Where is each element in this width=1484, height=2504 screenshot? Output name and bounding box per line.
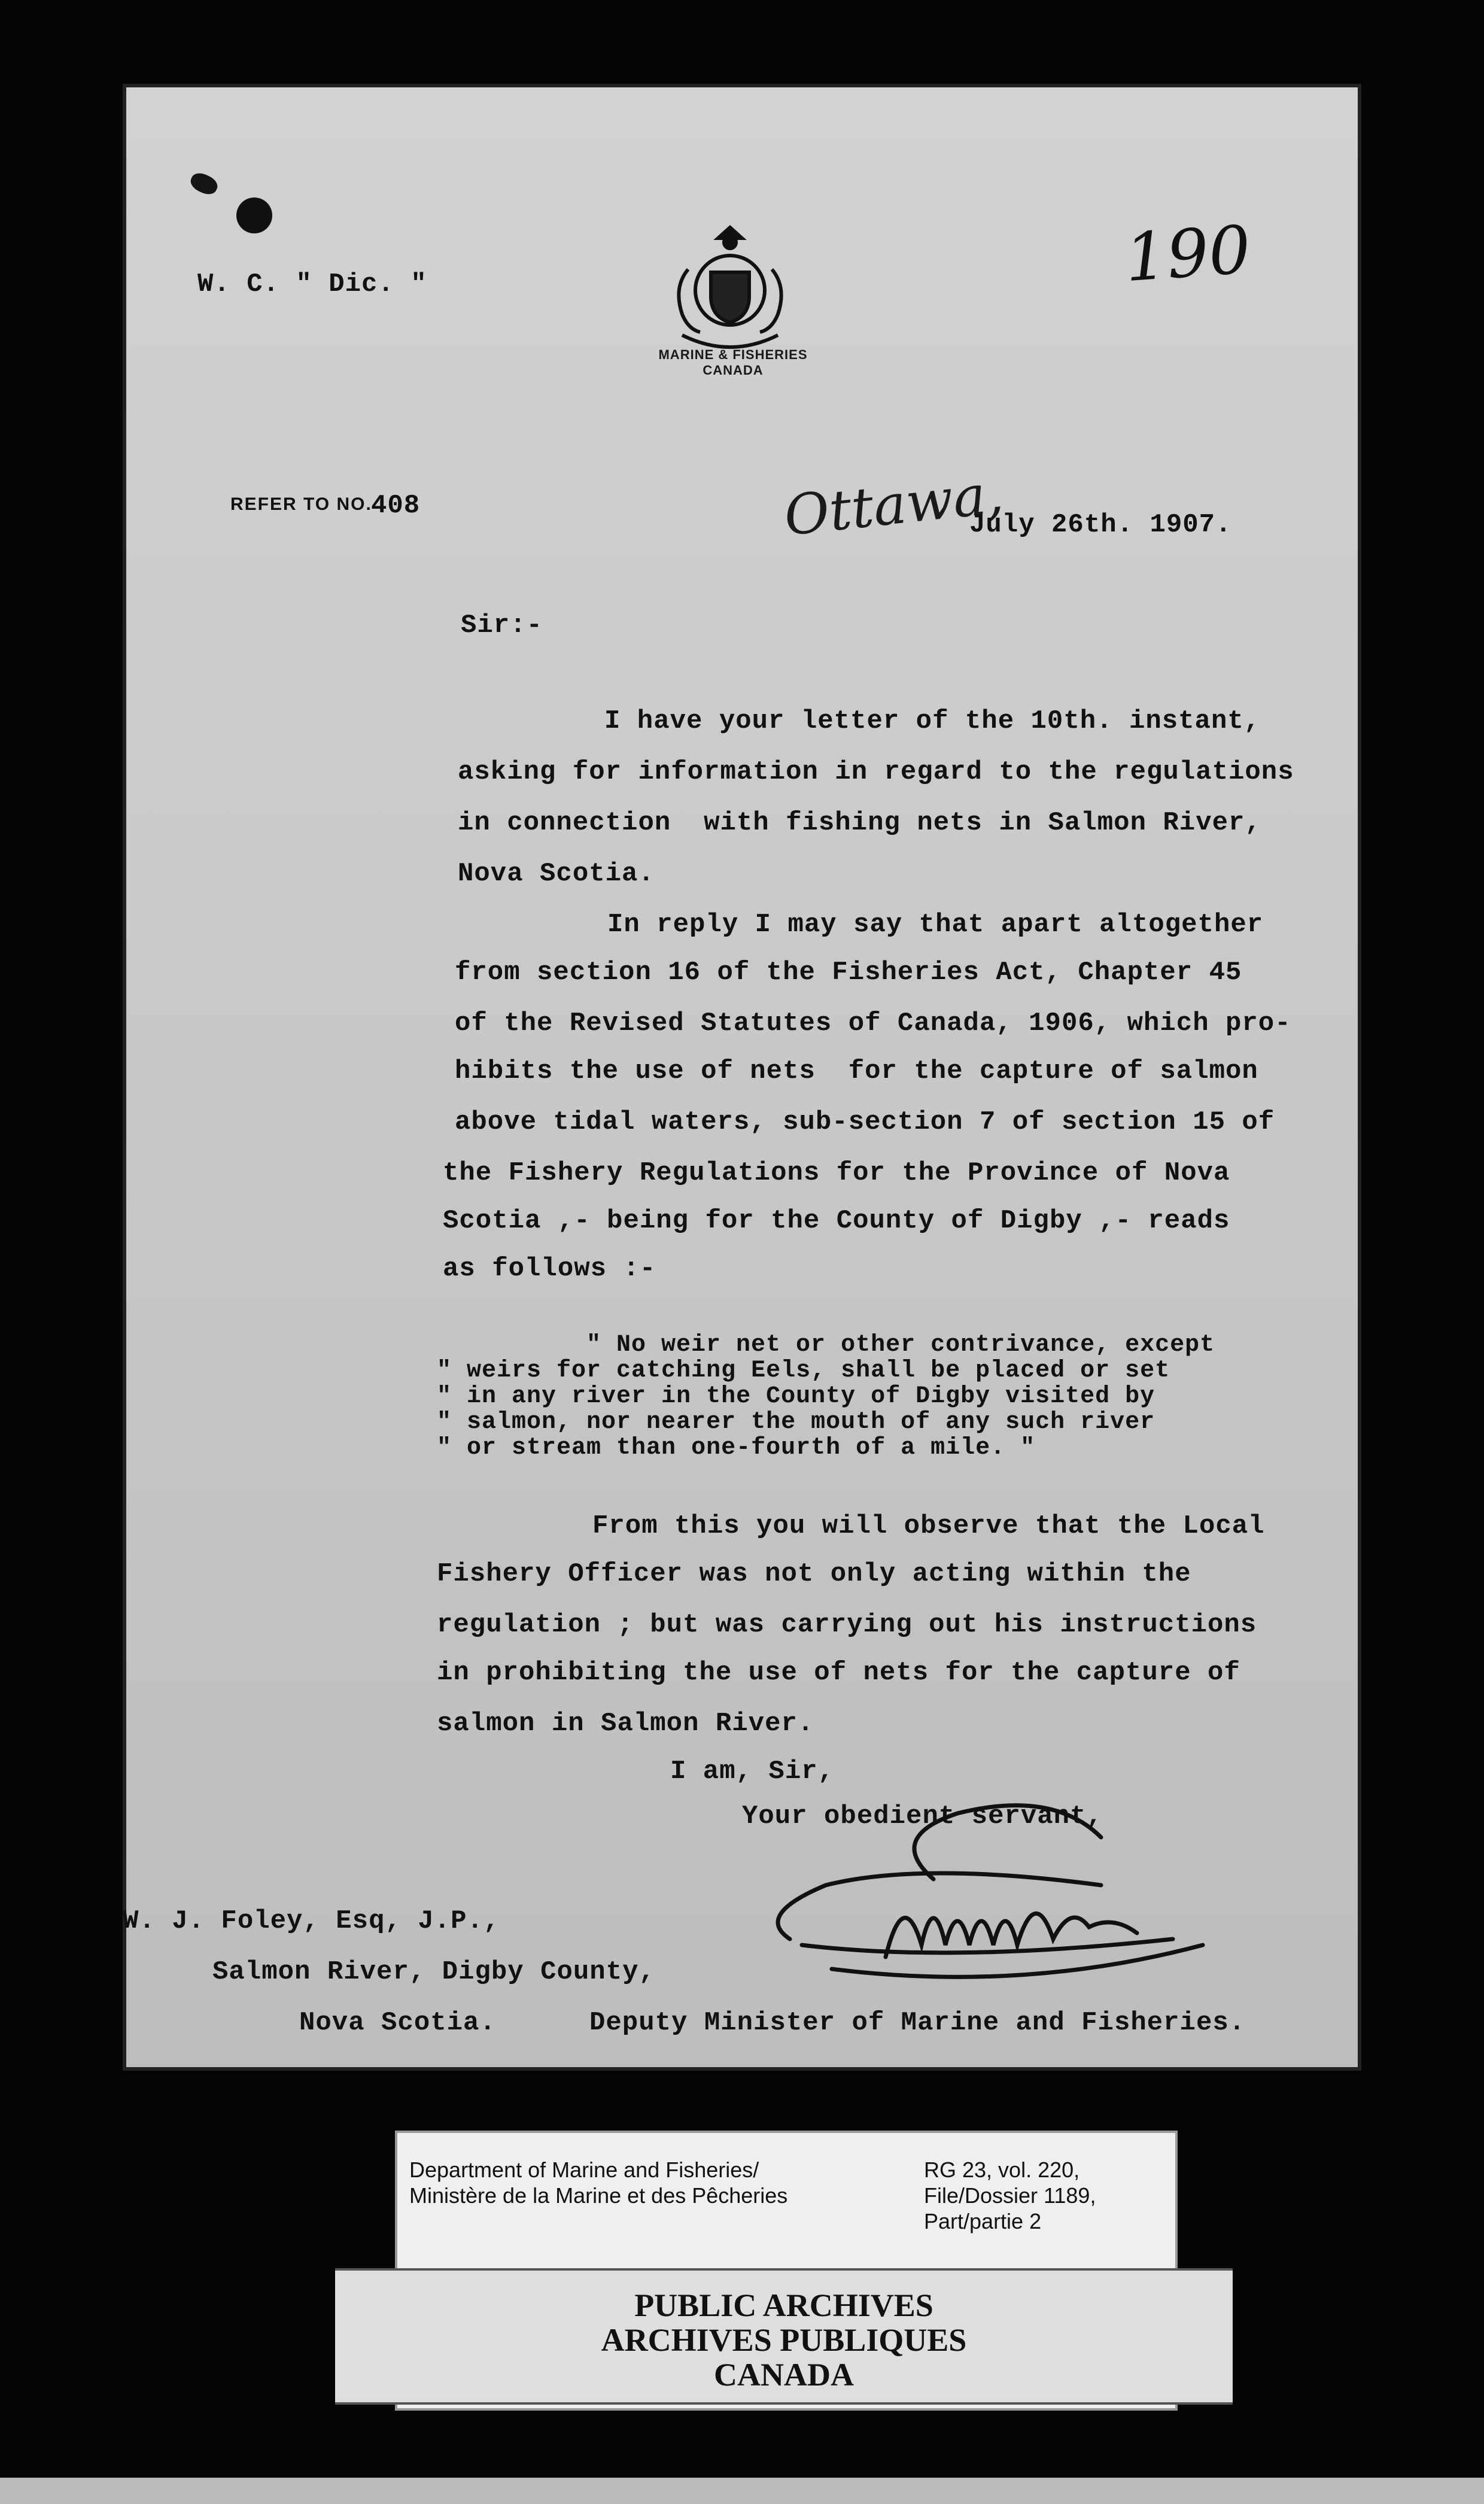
paragraph-line: from section 16 of the Fisheries Act, Chapter 45 [455, 958, 1242, 987]
paragraph-line: salmon in Salmon River. [437, 1709, 814, 1739]
paragraph-line: I have your letter of the 10th. instant, [604, 706, 1261, 736]
archive-department-line: Department of Marine and Fisheries/ [409, 2157, 759, 2182]
letter-date: July 26th. 1907. [969, 510, 1232, 540]
paragraph-line: above tidal waters, sub-section 7 of section 15 of [455, 1107, 1275, 1137]
ink-blot [236, 197, 272, 233]
quote-line: " weirs for catching Eels, shall be placed or set [437, 1357, 1170, 1384]
addressee-line: Salmon River, Digby County, [212, 1957, 655, 1987]
paragraph-line: as follows :- [443, 1254, 656, 1284]
paragraph-line: regulation ; but was carrying out his instructions [437, 1610, 1257, 1640]
quote-line: " salmon, nor nearer the mouth of any such river [437, 1409, 1155, 1436]
salutation: Sir:- [461, 610, 543, 640]
archive-stamp-band [335, 2268, 1233, 2405]
signer-title: Deputy Minister of Marine and Fisheries. [589, 2008, 1246, 2038]
refer-number: 408 [371, 491, 421, 521]
crest-caption [634, 347, 832, 378]
crest-caption-line: MARINE & FISHERIES [658, 347, 808, 362]
city-script: Ottawa, [781, 461, 1006, 548]
closing-line: I am, Sir, [670, 1757, 835, 1786]
paragraph-line: In reply I may say that apart altogether [607, 910, 1264, 940]
paragraph-line: hibits the use of nets for the capture of salmon [455, 1056, 1258, 1086]
paragraph-line: asking for information in regard to the regulations [458, 757, 1294, 787]
addressee-line: Nova Scotia. [299, 2008, 496, 2038]
archive-stamp-line: PUBLIC ARCHIVES [634, 2287, 933, 2323]
quote-line: " or stream than one-fourth of a mile. " [437, 1435, 1036, 1461]
archive-reference-line: RG 23, vol. 220, [924, 2157, 1080, 2182]
archive-reference [924, 2157, 1096, 2235]
paragraph-line: in connection with fishing nets in Salmon River, [458, 808, 1261, 838]
quote-line: " No weir net or other contrivance, except [586, 1332, 1215, 1359]
archive-department [409, 2157, 787, 2208]
handwritten-number: 190 [1122, 211, 1254, 297]
paragraph-line: Nova Scotia. [458, 859, 655, 889]
crest-caption-line: CANADA [703, 363, 764, 378]
paragraph-line: Fishery Officer was not only acting within the [437, 1559, 1191, 1589]
initials: W. C. " Dic. " [197, 269, 427, 299]
addressee-line: W. J. Foley, Esq, J.P., [123, 1906, 500, 1936]
paragraph-line: From this you will observe that the Local [592, 1511, 1265, 1541]
archive-stamp-line: CANADA [714, 2357, 854, 2393]
refer-label: REFER TO NO. [230, 494, 372, 514]
paragraph-line: in prohibiting the use of nets for the capture of [437, 1658, 1240, 1688]
archive-reference-line: Part/partie 2 [924, 2209, 1042, 2234]
archive-stamp-line: ARCHIVES PUBLIQUES [601, 2322, 967, 2358]
quote-line: " in any river in the County of Digby visited by [437, 1383, 1155, 1410]
archive-department-line: Ministère de la Marine et des Pêcheries [409, 2183, 788, 2208]
archive-reference-line: File/Dossier 1189, [924, 2183, 1096, 2208]
paragraph-line: of the Revised Statutes of Canada, 1906, which pro- [455, 1008, 1291, 1038]
paragraph-line: the Fishery Regulations for the Province of Nova [443, 1158, 1230, 1188]
paragraph-line: Scotia ,- being for the County of Digby ,- reads [443, 1206, 1230, 1236]
closing-line: Your obedient servant, [742, 1801, 1103, 1831]
handwritten-signature [736, 1789, 1263, 2005]
film-edge [0, 2478, 1484, 2504]
